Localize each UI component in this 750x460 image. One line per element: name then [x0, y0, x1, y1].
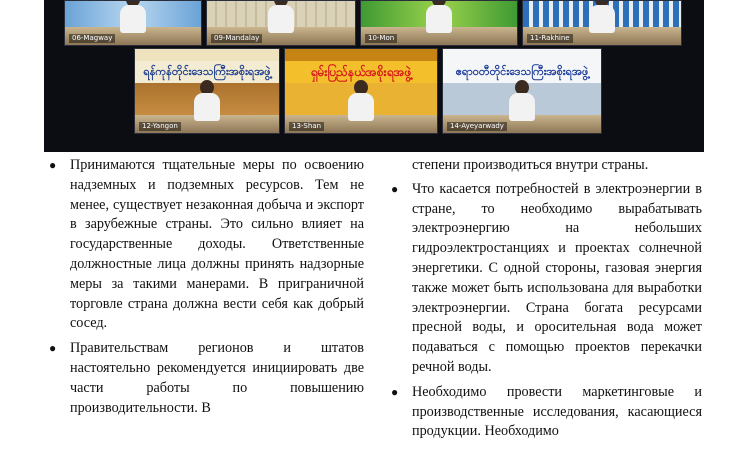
conference-photo	[44, 0, 704, 152]
tile-caption: 12-Yangon	[139, 122, 181, 131]
list-item-continuation	[388, 156, 702, 176]
paragraph-text: Правительствам регионов и штатов настоятельно рекомендуется инициировать две части работы по повышению производительности. В	[70, 340, 364, 416]
bullet-icon: ●	[49, 341, 57, 356]
tile-caption: 09-Mandalay	[211, 34, 262, 43]
paragraph-text: степени производиться внутри страны.	[412, 157, 649, 173]
bullet-list	[46, 156, 364, 418]
list-item	[46, 339, 364, 418]
participant	[268, 5, 294, 33]
list-item	[46, 156, 364, 334]
video-tile-ayeyarwady	[442, 48, 602, 134]
tile-banner: ရှမ်းပြည်နယ်အစိုးရအဖွဲ့	[285, 61, 437, 83]
bullet-icon: ●	[49, 158, 57, 172]
participant	[589, 5, 615, 33]
tile-caption: 13-Shan	[289, 122, 324, 131]
tile-banner: ဧရာဝတီတိုင်းဒေသကြီးအစိုးရအဖွဲ့	[443, 61, 601, 83]
video-tile-mandalay	[206, 0, 356, 46]
tile-caption: 11-Rakhine	[527, 34, 573, 43]
participant	[348, 93, 374, 121]
tile-caption: 06-Magway	[69, 34, 115, 43]
bullet-list	[388, 156, 702, 442]
bullet-icon: ●	[391, 384, 399, 399]
paragraph-text: Принимаются тщательные меры по освоению надземных и подземных ресурсов. Тем не менее, существует незаконная добыча и экспорт в зарубежные страны. Это сильно влияет на государственные доходы. Ответственные должностные лица должны принять надзорные меры за такими манерами. В приграничной торговле страна должна вести себя как добрый сосед.	[70, 157, 364, 332]
video-tile-mon	[360, 0, 518, 46]
list-item	[388, 383, 702, 442]
participant	[509, 93, 535, 121]
participant	[426, 5, 452, 33]
list-item	[388, 180, 702, 378]
video-tile-yangon	[134, 48, 280, 134]
left-column	[46, 156, 364, 423]
paragraph-text: Необходимо провести маркетинговые и производственные исследования, касающиеся продукции. Необходимо	[412, 383, 702, 440]
right-column	[388, 156, 702, 447]
participant	[120, 5, 146, 33]
video-tile-magway	[64, 0, 202, 46]
paragraph-text: Что касается потребностей в электроэнергии в стране, то необходимо вырабатывать электроэнергию на небольших гидроэлектростанциях и проектах солнечной энергетики. С одной стороны, газовая энергия также может быть использована для выработки электроэнергии. Страна богата ресурсами пресной воды, и оросительная вода может подаваться с помощью проектов перекачки речной воды.	[412, 180, 702, 375]
video-tile-shan	[284, 48, 438, 134]
tile-banner: ရန်ကုန်တိုင်းဒေသကြီးအစိုးရအဖွဲ့	[135, 61, 279, 83]
bullet-icon: ●	[391, 181, 399, 196]
tile-caption: 14-Ayeyarwady	[447, 122, 507, 131]
tile-caption: 10-Mon	[365, 34, 397, 43]
video-tile-rakhine	[522, 0, 682, 46]
participant	[194, 93, 220, 121]
